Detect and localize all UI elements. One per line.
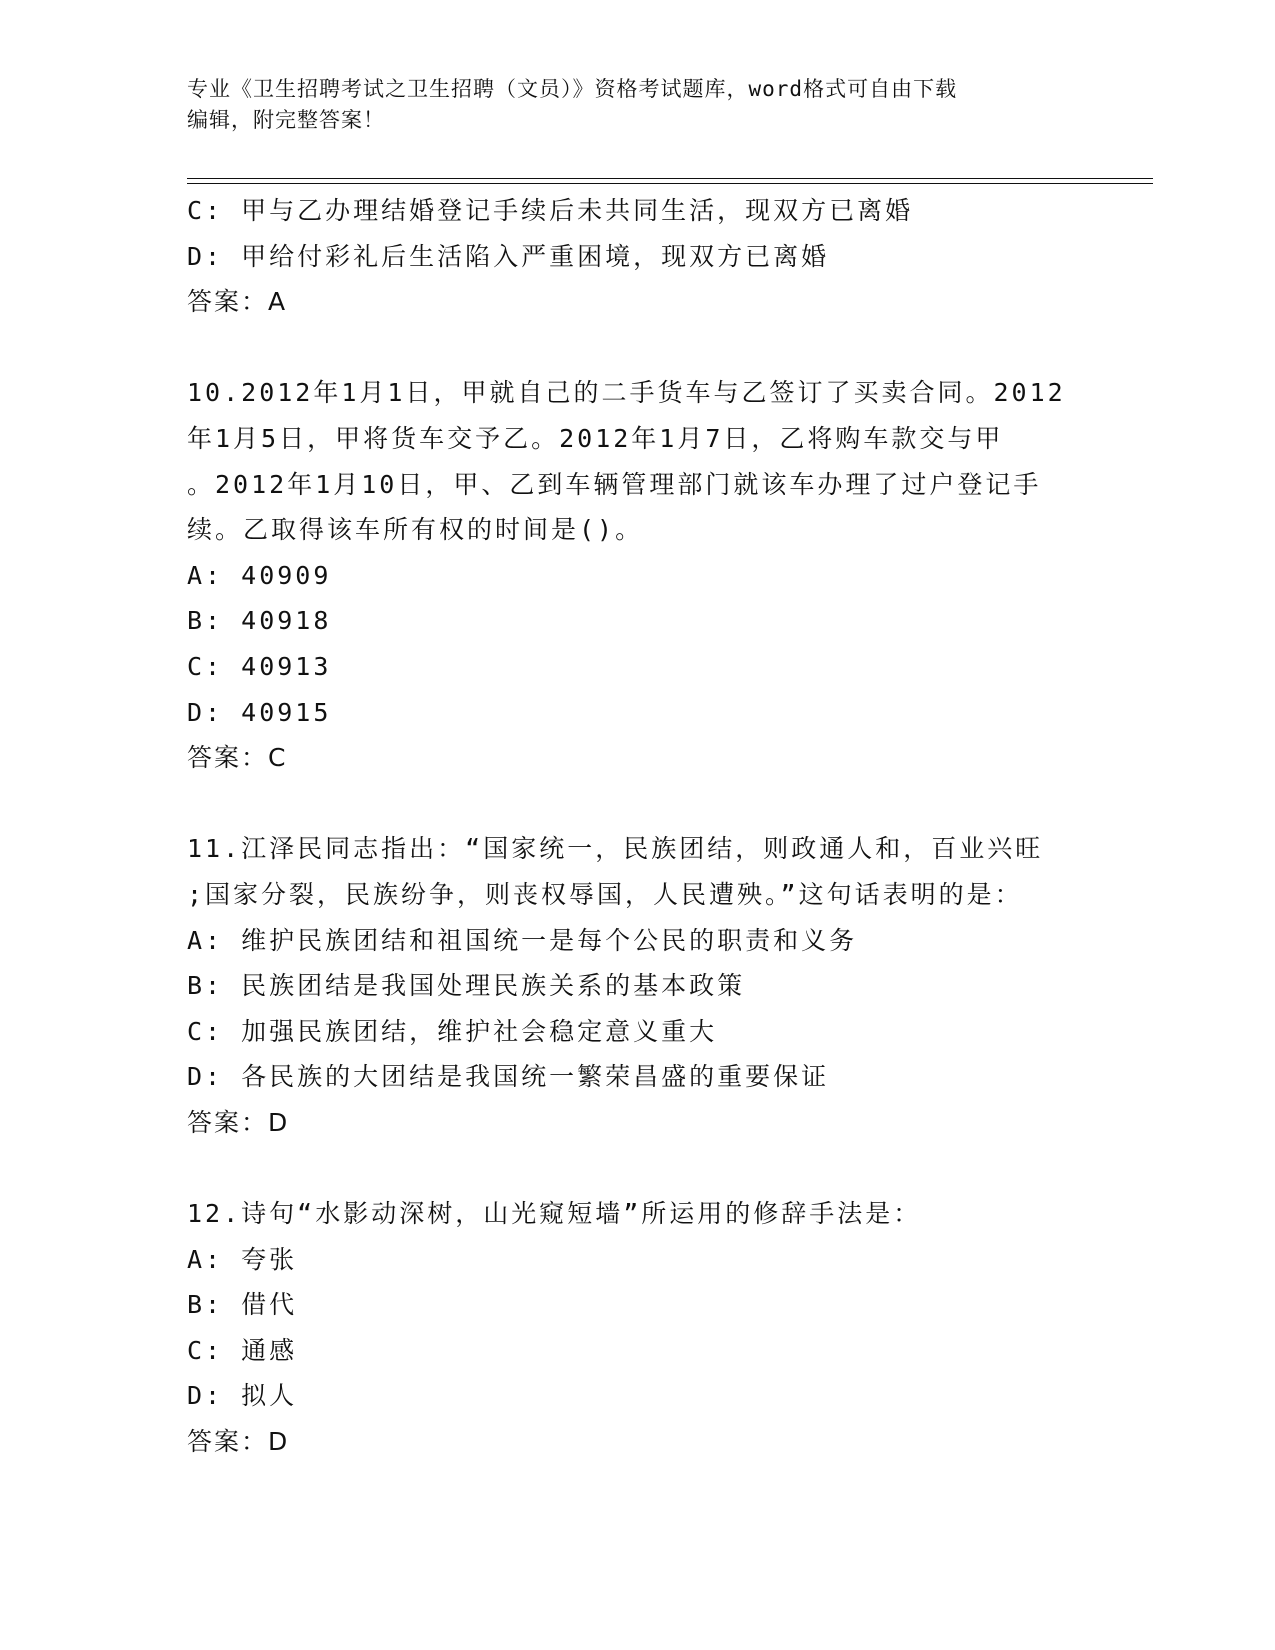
header-divider-bottom: [187, 183, 1153, 184]
option-b: B: 40918: [187, 606, 332, 636]
option-c: C: 甲与乙办理结婚登记手续后未共同生活，现双方已离婚: [187, 196, 914, 225]
question-stem-line: 。2012年1月10日，甲、乙到车辆管理部门就该车办理了过户登记手: [187, 469, 1042, 499]
option-a: A: 夸张: [187, 1244, 298, 1274]
document-header: [187, 74, 1087, 136]
option-d: D: 甲给付彩礼后生活陷入严重困境，现双方已离婚: [187, 241, 830, 271]
answer-label: 答案：D: [187, 1427, 290, 1457]
spacer: [187, 781, 1087, 827]
question-stem-line: 10.2012年1月1日，甲就自己的二手货车与乙签订了买卖合同。2012: [187, 378, 1066, 408]
question-stem-line: ;国家分裂，民族纷争，则丧权辱国，人民遭殃。”这句话表明的是：: [187, 879, 1023, 909]
answer-label: 答案：C: [187, 743, 288, 773]
answer-label: 答案：A: [187, 287, 288, 317]
option-c: C: 40913: [187, 651, 332, 681]
option-b: B: 民族团结是我国处理民族关系的基本政策: [187, 971, 746, 1001]
question-9-tail: [187, 188, 1087, 325]
option-d: D: 拟人: [187, 1381, 298, 1411]
answer-label: 答案：D: [187, 1107, 290, 1137]
question-12: [187, 1191, 1087, 1465]
header-line-2: 编辑，附完整答案！: [187, 108, 385, 132]
option-a: A: 维护民族团结和祖国统一是每个公民的职责和义务: [187, 925, 858, 955]
question-11: [187, 826, 1087, 1145]
question-list: [187, 188, 1087, 1465]
spacer: [187, 1145, 1087, 1191]
option-d: D: 40915: [187, 697, 332, 727]
option-c: C: 加强民族团结，维护社会稳定意义重大: [187, 1016, 718, 1046]
question-stem-line: 年1月5日，甲将货车交予乙。2012年1月7日，乙将购车款交与甲: [187, 423, 1004, 453]
option-d: D: 各民族的大团结是我国统一繁荣昌盛的重要保证: [187, 1062, 830, 1092]
question-stem-line: 续。乙取得该车所有权的时间是()。: [187, 515, 644, 545]
option-c: C: 通感: [187, 1335, 298, 1365]
question-stem-line: 11.江泽民同志指出：“国家统一，民族团结，则政通人和，百业兴旺: [187, 834, 1044, 864]
header-divider-top: [187, 178, 1153, 179]
option-b: B: 借代: [187, 1290, 298, 1320]
question-stem-line: 12.诗句“水影动深树，山光窥短墙”所运用的修辞手法是：: [187, 1199, 922, 1229]
spacer: [187, 325, 1087, 371]
header-line-1: 专业《卫生招聘考试之卫生招聘（文员）》资格考试题库，word格式可自由下载: [187, 77, 958, 101]
option-a: A: 40909: [187, 560, 332, 590]
question-10: [187, 370, 1087, 780]
